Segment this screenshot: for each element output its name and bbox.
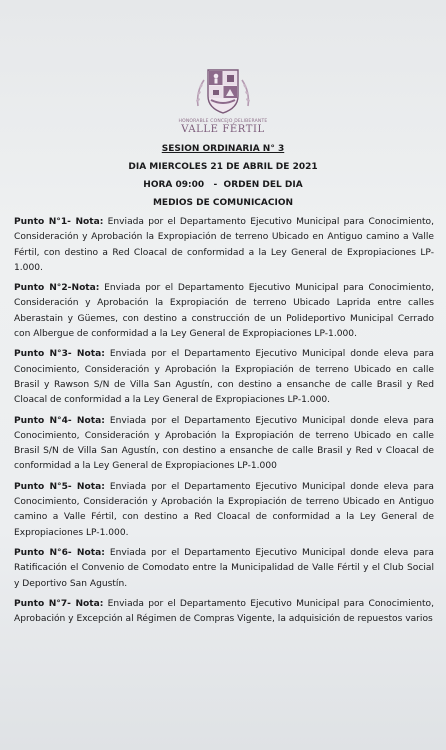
session-title: SESION ORDINARIA N° 3	[161, 144, 285, 154]
agenda-item-label: Punto N°2-Nota:	[14, 283, 100, 294]
agenda-item-text: Enviada por el Departamento Ejecutivo Municipal donde eleva para Conocimiento, Consideración y Aprobación la Expropiación de terreno Ubicado en calle Brasil S/N de Villa San Agustín, con destino a ensanche de calle Brasil y Red v Cloacal de conformidad a la Ley General de Expropiaciones LP-1.000	[14, 415, 434, 472]
council-logo	[0, 66, 446, 135]
council-emblem-icon	[192, 66, 254, 116]
agenda-item-text: Enviada por el Departamento Ejecutivo Municipal para Conocimiento, Consideración y Aprobación la Expropiación de terreno Ubicado en Antiguo camino a Valle Fértil, con destino a Red Cloacal de conformidad a la Ley General de Expropiaciones LP-1.000.	[14, 217, 434, 273]
session-date: DIA MIERCOLES 21 DE ABRIL DE 2021	[128, 162, 318, 172]
agenda-item	[14, 414, 434, 475]
session-time: HORA 09:00 - ORDEN DEL DIA	[143, 180, 303, 190]
logo-org-name: HONORABLE CONCEJO DELIBERANTE	[178, 119, 268, 124]
agenda-item	[14, 480, 434, 541]
agenda-item-label: Punto N°3- Nota:	[14, 349, 105, 360]
agenda-item-label: Punto N°1- Nota:	[14, 217, 104, 227]
agenda-item-text: Enviada por el Departamento Ejecutivo Municipal para Conocimiento, Aprobación y Excepción al Régimen de Compras Vigente, la adquisición de repuestos varios	[14, 598, 434, 625]
agenda-item-text: Enviada por el Departamento Ejecutivo Municipal donde eleva para Ratificación el Convenio de Comodato entre la Municipalidad de Valle Fértil y el Club Social y Deportivo San Agustín.	[14, 547, 434, 589]
agenda-item	[14, 215, 434, 276]
agenda-list	[14, 215, 434, 632]
section-title: MEDIOS DE COMUNICACION	[152, 198, 294, 208]
agenda-item-label: Punto N°5- Nota:	[14, 481, 105, 492]
session-header	[0, 140, 446, 212]
agenda-item	[14, 281, 434, 342]
agenda-item-label: Punto N°6- Nota:	[14, 547, 105, 558]
agenda-item	[14, 347, 434, 408]
agenda-item-label: Punto N°7- Nota:	[14, 598, 104, 609]
agenda-item-text: Enviada por el Departamento Ejecutivo Municipal donde eleva para Conocimiento, Consideración y Aprobación la Expropiación de terreno Ubicado en Antiguo camino a Valle Fértil, con destino a Red Cloacal de conformidad a la Ley General de Expropiaciones LP-1.000.	[14, 481, 434, 538]
logo-city-name: VALLE FÉRTIL	[181, 124, 265, 135]
agenda-item-label: Punto N°4- Nota:	[14, 415, 105, 426]
agenda-item-text: Enviada por el Departamento Ejecutivo Municipal para Conocimiento, Consideración y Aprobación la Expropiación de terreno Ubicado Laprida entre calles Aberastain y Güemes, con destino a construcción de un Polideportivo Municipal Cerrado con Albergue de conformidad a la Ley General de Expropiaciones LP-1.000.	[14, 283, 434, 340]
agenda-item	[14, 546, 434, 592]
agenda-item-text: Enviada por el Departamento Ejecutivo Municipal donde eleva para Conocimiento, Consideración y Aprobación la Expropiación de terreno Ubicado en calle Brasil y Rawson S/N de Villa San Agustín, con destino a ensanche de calle Brasil y Red Cloacal de conformidad a la Ley General de Expropiaciones LP-1.000.	[14, 349, 434, 406]
agenda-item	[14, 597, 434, 628]
